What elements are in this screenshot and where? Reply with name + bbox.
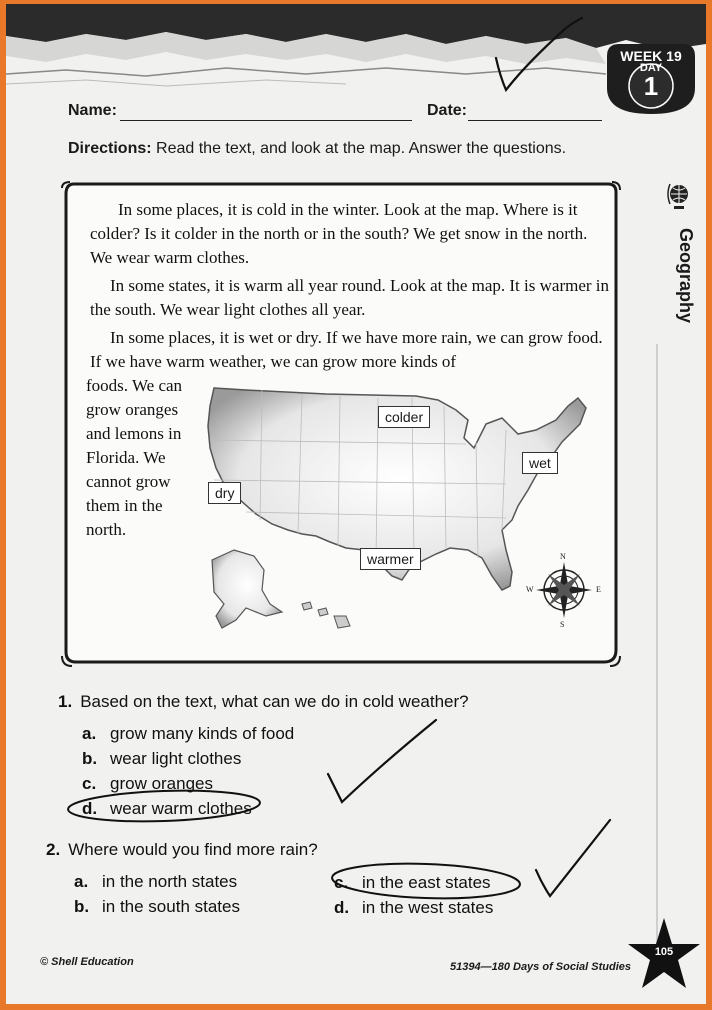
question-1-text: Based on the text, what can we do in cold weather? [80,692,469,711]
name-label: Name: [68,102,117,119]
subject-tab [666,180,696,340]
q2-choice-b[interactable]: b. in the south states [74,897,240,916]
compass-s: S [560,620,565,629]
side-rule [656,344,658,944]
paragraph-warm: In some states, it is warm all year round. Look at the map. It is warmer in the south. We wear light clothes all year. [90,276,610,319]
compass-e: E [596,585,601,594]
name-field[interactable] [68,102,117,120]
label-dry: dry [208,482,241,504]
name-line[interactable] [120,120,412,121]
day-number: 1 [643,71,659,101]
q2-choice-a[interactable]: a. in the north states [74,872,238,891]
week-day-badge [603,38,699,116]
q2-checkmark-icon [536,820,610,896]
day-label: DAY [639,62,663,74]
label-warmer: warmer [360,548,421,570]
question-1 [58,692,469,712]
compass-n: N [560,552,566,561]
q1-choice-a[interactable]: a. grow many kinds of food [82,724,295,743]
page-number: 105 [654,946,674,958]
worksheet-page [6,4,706,1004]
globe-icon [666,180,696,220]
question-1-number: 1. [58,692,73,711]
directions-label: Directions: [68,140,152,157]
torn-paper-header [6,4,706,94]
q1-choice-c[interactable]: c. grow oranges [82,774,214,793]
date-field[interactable] [427,102,467,120]
question-2 [46,840,318,860]
directions-text: Read the text, and look at the map. Answer the questions. [151,140,567,157]
subject-label: Geography [676,228,696,324]
question-2-text: Where would you find more rain? [68,840,318,859]
book-title: 51394—180 Days of Social Studies [450,961,631,973]
label-wet: wet [522,452,558,474]
paragraph-cold: In some places, it is cold in the winter. Look at the map. Where is it colder? Is it colder in the north or in the south? We get snow in the north. We wear warm clothes. [90,200,588,267]
compass-rose-icon [536,562,592,618]
q1-choice-d[interactable]: d. wear warm clothes [82,799,252,818]
date-line[interactable] [468,120,602,121]
q2-choice-c[interactable]: c. in the east states [334,873,491,892]
paragraph-wet-dry: In some places, it is wet or dry. If we have more rain, we can grow food. If we have warm weather, we can grow more kinds of [90,328,603,371]
reading-passage-box [60,180,622,668]
paragraph-foods: foods. We can grow oranges and lemons in Florida. We cannot grow them in the north. [86,376,183,539]
question-2-number: 2. [46,840,61,859]
week-label: WEEK 19 [620,48,682,64]
us-map [206,380,616,642]
label-colder: colder [378,406,430,428]
directions [68,140,566,158]
compass-w: W [526,585,534,594]
q2-choice-d[interactable]: d. in the west states [334,898,494,917]
publisher-credit: © Shell Education [40,956,134,968]
q1-checkmark-icon [328,720,436,802]
date-label: Date: [427,102,468,119]
q1-choice-b[interactable]: b. wear light clothes [82,749,242,768]
